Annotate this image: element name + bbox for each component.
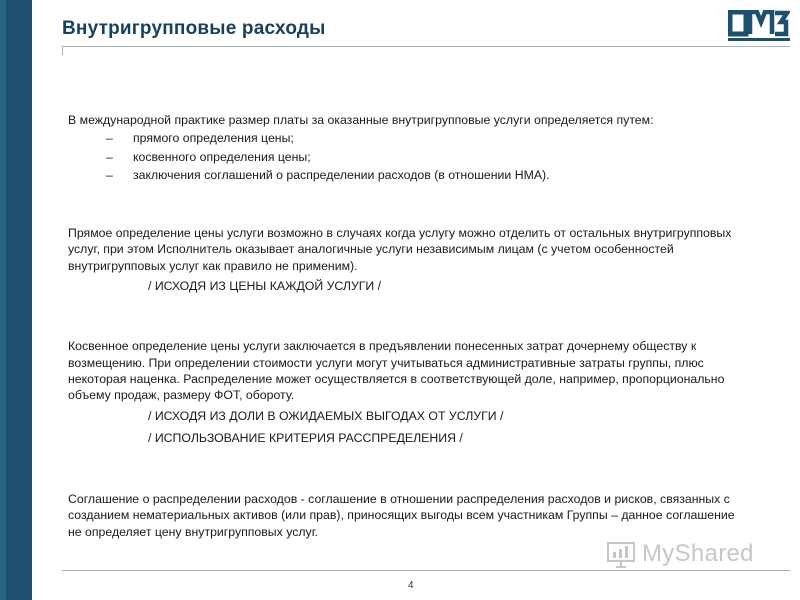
method-list — [68, 130, 748, 183]
intro-paragraph: В международной практике размер платы за оказанные внутригрупповые услуги определяется путем: — [68, 113, 654, 127]
dash-marker: – — [106, 149, 113, 164]
indirect-pricing-paragraph: Косвенное определение цены услуги заключается в предъявлении понесенных затрат дочернему обществу к возмещению. При определении стоимости услуги могут учитываться административные затраты группы, плюс некоторая наценка. Распределение может осуществляется в соответствующей доле, например, пропорционально объему продаж, размеру ФОТ, обороту. — [68, 339, 725, 403]
title-divider-tick — [62, 46, 63, 55]
list-item: – прямого определения цены; — [106, 131, 294, 146]
title-divider — [62, 46, 790, 47]
presentation-icon — [606, 539, 636, 569]
dash-marker: – — [106, 131, 113, 146]
footer-divider — [62, 570, 790, 571]
page-number: 4 — [408, 580, 414, 591]
watermark — [606, 534, 766, 574]
slide-body — [68, 112, 748, 540]
direct-pricing-paragraph: Прямое определение цены услуги возможно в случаях когда услугу можно отделить от остальных внутригрупповых услуг, при этом Исполнитель оказывает аналогичные услуги независимым лицам (с учетом особенностей внутригрупповых услуг как правило не применим). — [68, 226, 732, 273]
left-sidebar-bar — [0, 0, 32, 600]
cost-sharing-paragraph: Соглашение о распределении расходов - соглашение в отношении распределения расходов и рисков, связанных с созданием нематериальных активов (или прав), приносящих выгоды всем участникам Группы – данное соглашение не определяет цену внутригрупповых услуг. — [68, 492, 735, 539]
list-item: – косвенного определения цены; — [106, 149, 311, 164]
indirect-pricing-note: / ИСХОДЯ ИЗ ДОЛИ В ОЖИДАЕМЫХ ВЫГОДАХ ОТ УСЛУГИ / — [148, 408, 504, 423]
dash-marker: – — [106, 167, 113, 182]
sidebar-accent — [0, 0, 6, 600]
watermark-text: MyShared — [642, 540, 754, 567]
omz-logo — [728, 10, 790, 42]
slide-title: Внутригрупповые расходы — [62, 18, 326, 39]
list-item: – заключения соглашений о распределении расходов (в отношении НМА). — [106, 167, 550, 182]
indirect-pricing-note: / ИСПОЛЬЗОВАНИЕ КРИТЕРИЯ РАССПРЕДЕЛЕНИЯ / — [148, 430, 463, 445]
direct-pricing-note: / ИСХОДЯ ИЗ ЦЕНЫ КАЖДОЙ УСЛУГИ / — [148, 279, 382, 294]
